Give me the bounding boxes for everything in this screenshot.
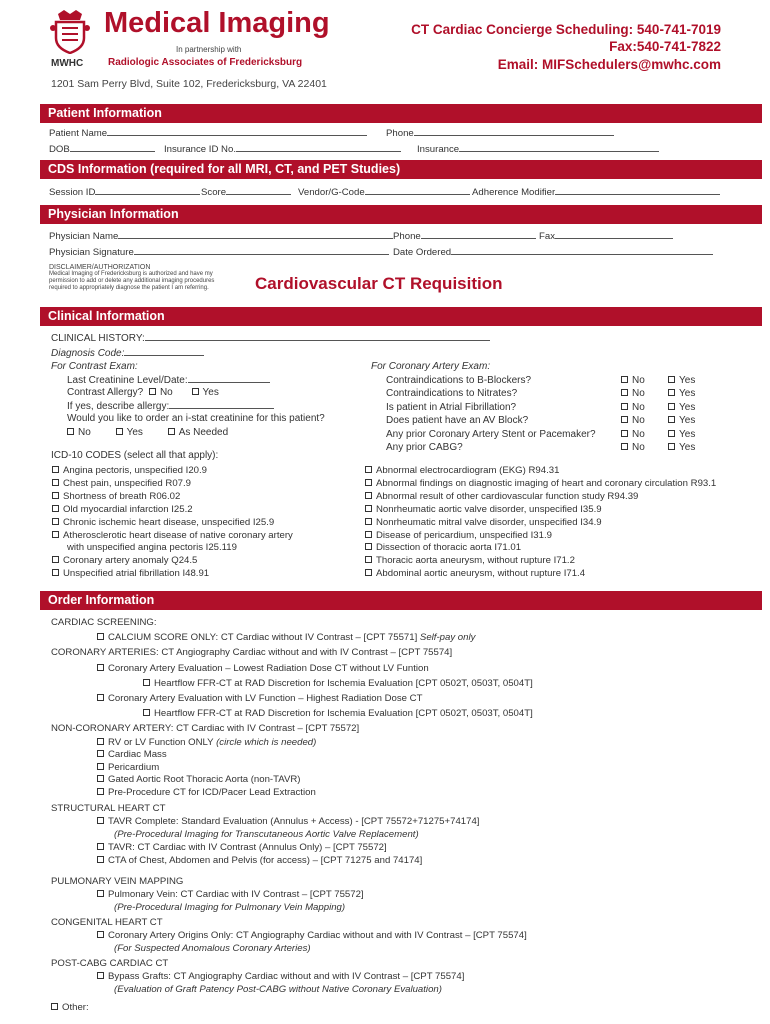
diagnosis-code-field[interactable] <box>51 347 204 359</box>
physician-section-header: Physician Information <box>40 205 762 224</box>
pulmonary-vein-heading: PULMONARY VEIN MAPPING <box>51 875 184 887</box>
ffr-ct-option-2[interactable] <box>51 706 533 721</box>
calcium-score-label: CALCIUM SCORE ONLY: CT Cardiac without IV Contrast – [CPT 75571] <box>108 632 418 644</box>
address: 1201 Sam Perry Blvd, Suite 102, Fredericksburg, VA 22401 <box>51 78 327 90</box>
non-coronary-heading: NON-CORONARY ARTERY: CT Cardiac with IV Contrast – [CPT 75572] <box>51 723 360 735</box>
self-pay-note: Self-pay only <box>419 632 476 644</box>
q3-no-option[interactable] <box>621 401 645 414</box>
q5-yes-label: Yes <box>679 428 696 440</box>
q4-yes-option[interactable] <box>668 414 695 427</box>
vendor-label: Vendor/G-Code <box>298 187 365 198</box>
disclaimer <box>49 264 214 292</box>
pre-procedure-label: Pre-Procedure CT for ICD/Pacer Lead Extraction <box>108 786 316 798</box>
contrast-exam-heading: For Contrast Exam: <box>51 361 138 372</box>
score-field[interactable] <box>201 186 291 198</box>
other-label: Other: <box>62 1001 89 1013</box>
clinical-section-header: Clinical Information <box>40 307 762 326</box>
question-prior-cabg: Any prior CABG? <box>386 442 463 454</box>
icd-label: Dissection of thoracic aorta I71.01 <box>376 542 522 554</box>
partner-name: Radiologic Associates of Fredericksburg <box>108 57 303 68</box>
ffr-ct-option-1[interactable] <box>51 676 533 691</box>
insurance-id-field[interactable] <box>164 143 401 155</box>
q5-no-option[interactable] <box>621 428 645 441</box>
pulmonary-vein-note: (Pre-Procedural Imaging for Pulmonary Vein Mapping) <box>114 901 346 913</box>
cta-option[interactable] <box>51 854 533 867</box>
cta-label: CTA of Chest, Abdomen and Pelvis (for access) – [CPT 71275 and 74174] <box>108 854 423 866</box>
istat-no-checkbox[interactable] <box>67 428 74 435</box>
q4-no-label: No <box>632 415 645 427</box>
cardiac-mass-option[interactable] <box>51 749 533 762</box>
patient-name-label: Patient Name <box>49 128 108 139</box>
icd-label-continued: with unspecified angina pectoris I25.119 <box>67 542 237 554</box>
coronary-exam-heading: For Coronary Artery Exam: <box>371 361 491 372</box>
question-atrial-fibrillation: Is patient in Atrial Fibrillation? <box>386 401 517 413</box>
bypass-note: (Evaluation of Graft Patency Post-CABG without Native Coronary Evaluation) <box>114 983 442 995</box>
rv-lv-label: RV or LV Function ONLY <box>108 736 214 748</box>
icd-option[interactable] <box>52 504 293 517</box>
icd-option[interactable] <box>365 504 716 517</box>
allergy-no-label: No <box>159 387 173 398</box>
tavr-annulus-option[interactable] <box>51 841 533 854</box>
istat-as-needed-label: As Needed <box>178 427 229 438</box>
rv-lv-note: (circle which is needed) <box>216 736 317 748</box>
order-list <box>51 615 533 1014</box>
icd-right-list <box>365 465 716 581</box>
q2-no-option[interactable] <box>621 387 645 400</box>
physician-phone-field[interactable] <box>393 230 536 242</box>
q2-yes-label: Yes <box>679 388 696 400</box>
cardiac-screening-heading: CARDIAC SCREENING: <box>51 617 157 628</box>
dob-label: DOB <box>49 144 70 155</box>
icd-label: Disease of pericardium, unspecified I31.9 <box>376 529 552 541</box>
icd-label: Nonrheumatic mitral valve disorder, unspecified I34.9 <box>376 516 602 528</box>
gated-aortic-option[interactable] <box>51 774 533 787</box>
question-b-blockers: Contraindications to B-Blockers? <box>386 375 532 386</box>
question-av-block: Does patient have an AV Block? <box>386 415 529 427</box>
q1-yes-option[interactable] <box>668 374 695 387</box>
coronary-arteries-heading: CORONARY ARTERIES: CT Angiography Cardiac without and with IV Contrast – [CPT 75574] <box>51 647 453 659</box>
physician-signature-label: Physician Signature <box>49 247 134 258</box>
coronary-yes-column <box>668 374 695 454</box>
disclaimer-line-3: required to appropriately diagnose the patient I am referring. <box>49 285 209 291</box>
icd-option[interactable] <box>52 568 293 581</box>
bypass-option[interactable] <box>51 970 533 983</box>
coronary-questions <box>386 374 596 454</box>
bypass-label: Bypass Grafts: CT Angiography Cardiac without and with IV Contrast – [CPT 75574] <box>108 970 465 982</box>
cardiac-mass-label: Cardiac Mass <box>108 749 167 761</box>
istat-as-needed-checkbox[interactable] <box>168 428 175 435</box>
q1-yes-label: Yes <box>679 375 696 386</box>
physician-name-label: Physician Name <box>49 231 119 242</box>
icd-label: Angina pectoris, unspecified I20.9 <box>63 465 207 476</box>
tavr-complete-note: (Pre-Procedural Imaging for Transcutaneous Aortic Valve Replacement) <box>114 828 419 840</box>
origins-option[interactable] <box>51 929 533 942</box>
allergy-no-checkbox[interactable] <box>149 388 156 395</box>
describe-allergy-label: If yes, describe allergy: <box>67 401 170 412</box>
icd-codes-heading: ICD-10 CODES (select all that apply): <box>51 450 219 461</box>
eval-high-dose-option[interactable] <box>51 691 533 706</box>
icd-option[interactable] <box>365 478 716 491</box>
session-id-field[interactable] <box>49 186 200 198</box>
origins-note: (For Suspected Anomalous Coronary Arteries) <box>114 942 311 954</box>
icd-label: Thoracic aorta aneurysm, without rupture I71.2 <box>376 555 575 567</box>
ffr-ct-label-2: Heartflow FFR-CT at RAD Discretion for Ischemia Evaluation [CPT 0502T, 0503T, 0504T] <box>154 708 533 720</box>
dob-field[interactable] <box>49 143 155 155</box>
eval-low-dose-option[interactable] <box>51 661 533 676</box>
physician-fax-label: Fax <box>539 231 555 242</box>
q2-yes-option[interactable] <box>668 387 695 400</box>
allergy-yes-checkbox[interactable] <box>192 388 199 395</box>
istat-options <box>67 427 228 438</box>
org-abbr: MWHC <box>51 58 84 69</box>
icd-option[interactable] <box>52 465 293 478</box>
q6-yes-option[interactable] <box>668 441 695 454</box>
origins-label: Coronary Artery Origins Only: CT Angiography Cardiac without and with IV Contrast – [CPT 75574] <box>108 929 527 941</box>
icd-label: Abnormal findings on diagnostic imaging of heart and coronary circulation R93.1 <box>376 477 717 489</box>
q1-no-label: No <box>632 375 645 386</box>
disclaimer-line-2: permission to add or delete any additional imaging procedures <box>49 278 215 284</box>
score-label: Score <box>201 187 227 198</box>
calcium-score-option[interactable] <box>51 630 533 645</box>
date-ordered-label: Date Ordered <box>393 247 452 258</box>
pulmonary-vein-label: Pulmonary Vein: CT Cardiac with IV Contrast – [CPT 75572] <box>108 888 364 900</box>
contrast-allergy-row <box>67 387 219 398</box>
patient-name-field[interactable] <box>49 127 367 139</box>
icd-label: Coronary artery anomaly Q24.5 <box>63 555 198 567</box>
icd-option[interactable] <box>365 491 716 504</box>
contrast-allergy-label: Contrast Allergy? <box>67 387 144 398</box>
org-name: Medical Imaging <box>104 7 330 39</box>
clinical-history-label: CLINICAL HISTORY: <box>51 333 145 344</box>
coronary-no-column <box>621 374 645 454</box>
creatinine-label: Last Creatinine Level/Date: <box>67 375 188 386</box>
icd-option[interactable] <box>52 530 293 543</box>
q4-no-option[interactable] <box>621 414 645 427</box>
pulmonary-vein-option[interactable] <box>51 888 533 901</box>
adherence-field[interactable] <box>472 186 720 198</box>
order-section-header: Order Information <box>40 591 762 610</box>
pericardium-option[interactable] <box>51 762 533 775</box>
icd-option[interactable] <box>52 491 293 504</box>
tavr-complete-label: TAVR Complete: Standard Evaluation (Annulus + Access) - [CPT 75572+71275+74174] <box>108 816 480 828</box>
q3-yes-option[interactable] <box>668 401 695 414</box>
pre-procedure-option[interactable] <box>51 787 533 800</box>
icd-label: Chest pain, unspecified R07.9 <box>63 477 191 489</box>
q6-yes-label: Yes <box>679 442 696 454</box>
istat-yes-label: Yes <box>126 427 143 438</box>
icd-option[interactable] <box>52 478 293 491</box>
icd-option[interactable] <box>365 517 716 530</box>
icd-label: Abnormal result of other cardiovascular function study R94.39 <box>376 490 639 502</box>
scheduling-phone: CT Cardiac Concierge Scheduling: 540-741-7019 <box>411 22 721 37</box>
patient-section-header: Patient Information <box>40 104 762 123</box>
allergy-yes-label: Yes <box>202 387 219 398</box>
pericardium-label: Pericardium <box>108 761 160 773</box>
describe-allergy-field[interactable] <box>67 400 274 412</box>
session-id-label: Session ID <box>49 187 96 198</box>
physician-signature-field[interactable] <box>49 246 389 258</box>
question-stent-pacemaker: Any prior Coronary Artery Stent or Pacemaker? <box>386 428 596 440</box>
patient-phone-field[interactable] <box>386 127 614 139</box>
other-option[interactable] <box>51 1001 533 1014</box>
icd-label: Abnormal electrocardiogram (EKG) R94.31 <box>376 465 560 476</box>
rv-lv-option[interactable] <box>51 737 533 750</box>
scheduling-fax: Fax:540-741-7822 <box>609 39 721 54</box>
eval-low-dose-label: Coronary Artery Evaluation – Lowest Radiation Dose CT without LV Funtion <box>108 662 429 674</box>
eval-high-dose-label: Coronary Artery Evaluation with LV Function – Highest Radiation Dose CT <box>108 693 423 705</box>
q2-no-label: No <box>632 388 645 400</box>
partner-text: In partnership with <box>176 45 242 54</box>
insurance-id-label: Insurance ID No. <box>164 144 236 155</box>
icd-option[interactable] <box>365 542 716 555</box>
scheduling-email: Email: MIFSchedulers@mwhc.com <box>497 57 721 72</box>
insurance-label: Insurance <box>417 144 460 155</box>
q3-yes-label: Yes <box>679 401 696 413</box>
logo-crest-icon <box>50 8 90 54</box>
congenital-heading: CONGENITAL HEART CT <box>51 916 163 928</box>
question-nitrates: Contraindications to Nitrates? <box>386 388 518 400</box>
date-ordered-field[interactable] <box>393 246 713 258</box>
q5-no-label: No <box>632 428 645 440</box>
physician-fax-field[interactable] <box>539 230 673 242</box>
istat-yes-checkbox[interactable] <box>116 428 123 435</box>
icd-option[interactable] <box>52 517 293 530</box>
patient-phone-label: Phone <box>386 128 414 139</box>
gated-aortic-label: Gated Aortic Root Thoracic Aorta (non-TAVR) <box>108 774 301 786</box>
physician-name-field[interactable] <box>49 230 393 242</box>
structural-heart-heading: STRUCTURAL HEART CT <box>51 803 166 815</box>
physician-phone-label: Phone <box>393 231 421 242</box>
tavr-complete-option[interactable] <box>51 816 533 829</box>
icd-label: Chronic ischemic heart disease, unspecified I25.9 <box>63 516 275 528</box>
diagnosis-code-label: Diagnosis Code: <box>51 348 125 359</box>
icd-label: Nonrheumatic aortic valve disorder, unspecified I35.9 <box>376 503 602 515</box>
q6-no-label: No <box>632 442 645 454</box>
q3-no-label: No <box>632 401 645 413</box>
tavr-annulus-label: TAVR: CT Cardiac with IV Contrast (Annulus Only) – [CPT 75572] <box>108 841 387 853</box>
icd-label: Shortness of breath R06.02 <box>63 490 181 502</box>
icd-option[interactable] <box>365 530 716 543</box>
icd-option[interactable] <box>52 555 293 568</box>
creatinine-field[interactable] <box>67 374 270 386</box>
icd-option[interactable] <box>365 555 716 568</box>
insurance-field[interactable] <box>417 143 659 155</box>
istat-no-label: No <box>78 427 91 438</box>
q5-yes-option[interactable] <box>668 428 695 441</box>
icd-label: Old myocardial infarction I25.2 <box>63 503 193 515</box>
icd-label: Unspecified atrial fibrillation I48.91 <box>63 568 210 580</box>
q1-no-option[interactable] <box>621 374 645 387</box>
disclaimer-title: DISCLAIMER/AUTHORIZATION <box>49 264 151 271</box>
adherence-label: Adherence Modifier <box>472 187 556 198</box>
vendor-field[interactable] <box>298 186 470 198</box>
q4-yes-label: Yes <box>679 415 696 427</box>
ffr-ct-label-1: Heartflow FFR-CT at RAD Discretion for Ischemia Evaluation [CPT 0502T, 0503T, 0504T] <box>154 677 533 689</box>
icd-label: Atherosclerotic heart disease of native coronary artery <box>63 529 293 541</box>
post-cabg-heading: POST-CABG CARDIAC CT <box>51 957 169 969</box>
icd-option[interactable] <box>365 568 716 581</box>
icd-label: Abdominal aortic aneurysm, without rupture I71.4 <box>376 568 586 580</box>
icd-option[interactable] <box>365 465 716 478</box>
disclaimer-line-1: Medical Imaging of Fredericksburg is authorized and have my <box>49 271 213 277</box>
q6-no-option[interactable] <box>621 441 645 454</box>
istat-question: Would you like to order an i-stat creatinine for this patient? <box>67 413 325 424</box>
cds-section-header: CDS Information (required for all MRI, CT, and PET Studies) <box>40 160 762 179</box>
clinical-history-field[interactable] <box>51 332 490 344</box>
form-title: Cardiovascular CT Requisition <box>255 274 503 293</box>
icd-left-list <box>52 465 293 581</box>
